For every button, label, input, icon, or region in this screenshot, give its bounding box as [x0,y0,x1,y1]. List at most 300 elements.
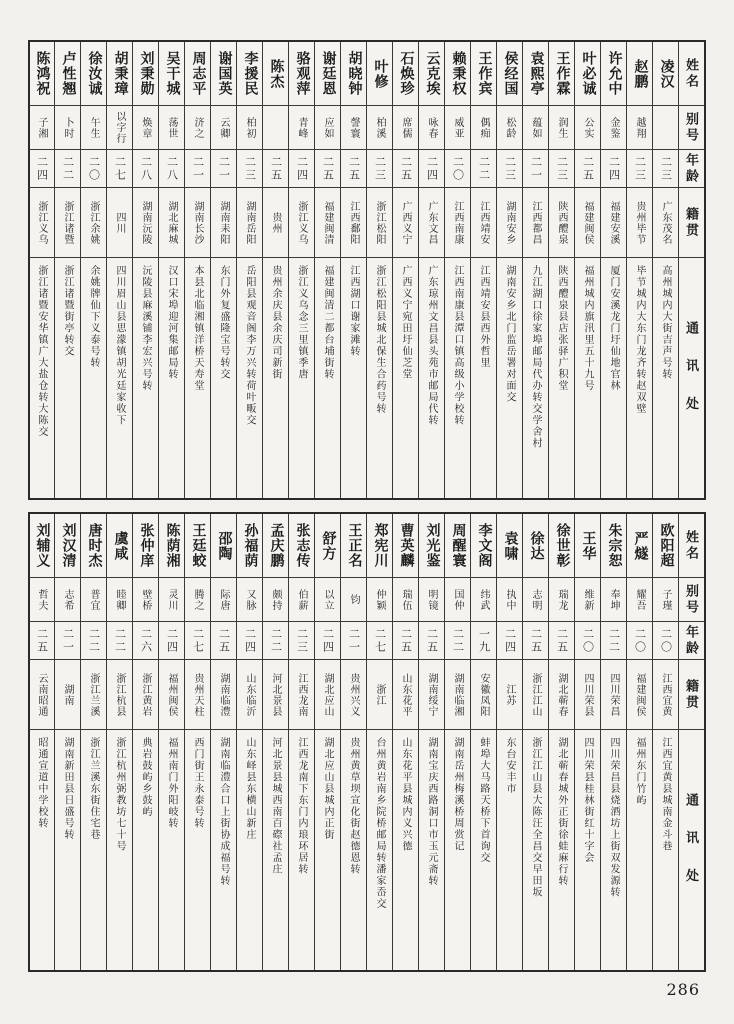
person-address: 湖北蕲春城外正街徐蛙麻行转 [556,737,567,887]
person-address: 四川荣县桂林街红十字会 [582,737,593,864]
person-alias: 越翔 [627,106,652,150]
person-age: 二六 [133,622,158,660]
person-column [80,42,106,498]
person-alias: 又脉 [237,578,262,622]
person-address: 广东琼州文昌县头苑市邮局代转 [426,265,437,426]
person-age: 二五 [549,622,574,660]
person-age: 二四 [159,622,184,660]
person-column [626,514,652,970]
person-name: 叶必诚 [575,42,600,106]
person-native: 广东茂名 [653,188,678,258]
person-address: 福州城内旗汛里五十九号 [582,265,593,392]
person-column [652,514,678,970]
person-column [340,42,366,498]
page-number: 286 [666,980,700,999]
person-alias: 哲夫 [29,578,54,622]
person-name: 袁熙亭 [523,42,548,106]
person-address: 典岩鼓屿乡鼓屿 [140,737,151,818]
person-native: 湖南绥宁 [419,660,444,730]
person-address: 浙江义乌念三里镇季唐 [296,265,307,380]
person-column [366,514,392,970]
person-name: 谢国英 [211,42,236,106]
person-age: 二三 [653,150,678,188]
person-name: 舒方 [315,514,340,578]
person-name: 袁啸 [497,514,522,578]
person-address: 江西靖安县西外哲里 [478,265,489,369]
person-name: 赖秉权 [445,42,470,106]
person-age: 二五 [211,622,236,660]
person-age: 二二 [107,622,132,660]
person-alias: 国仲 [445,578,470,622]
person-alias: 壁桥 [133,578,158,622]
person-column [314,514,340,970]
person-address: 湖南安乡北门监岳署对面交 [504,265,515,403]
person-address: 江西南康县潭口镇高级小学校转 [452,265,463,426]
person-native: 湖南耒阳 [211,188,236,258]
person-alias: 子瑾 [653,578,678,622]
person-native: 湖南临澧 [211,660,236,730]
person-native: 福建安溪 [601,188,626,258]
person-age: 二三 [627,150,652,188]
person-name: 徐汝诚 [81,42,106,106]
person-column [600,514,626,970]
person-age: 二一 [211,150,236,188]
person-native: 四川荣县 [575,660,600,730]
person-native: 江西南康 [445,188,470,258]
person-alias: 志希 [55,578,80,622]
person-age: 二七 [107,150,132,188]
person-column [210,514,236,970]
person-address: 浙江诸暨街亭转交 [62,265,73,357]
person-native: 四川荣昌 [601,660,626,730]
person-native: 广西义宁 [393,188,418,258]
person-address: 广西义宁宛田圩仙芝堂 [400,265,411,380]
person-column [262,42,288,498]
person-name: 邵陶 [211,514,236,578]
person-native: 贵州毕节 [627,188,652,258]
person-name: 唐时杰 [81,514,106,578]
person-alias: 瑞龙 [549,578,574,622]
person-alias: 午生 [81,106,106,150]
person-alias: 卜时 [55,106,80,150]
person-column [106,42,132,498]
person-native: 云南昭通 [29,660,54,730]
person-native: 湖南岳阳 [237,188,262,258]
person-column [262,514,288,970]
person-age: 二四 [601,150,626,188]
person-alias: 柏溪 [367,106,392,150]
header-name: 姓名 [679,514,704,578]
person-address: 湖南宝庆西路洞口市玉元斋转 [426,737,437,887]
person-name: 云克埃 [419,42,444,106]
person-native: 四川 [107,188,132,258]
person-address: 浙江松阳县城北保生合药号转 [374,265,385,415]
person-age: 二五 [419,622,444,660]
person-age: 二三 [237,150,262,188]
person-address: 余姚牌仙下义泰号转 [88,265,99,369]
person-column [184,42,210,498]
person-native: 湖北蕲春 [549,660,574,730]
person-native: 江西靖安 [471,188,496,258]
person-alias: 腾之 [185,578,210,622]
person-address: 河北景县城西南百磜社孟庄 [270,737,281,875]
person-age: 二七 [367,622,392,660]
person-name: 虞咸 [107,514,132,578]
person-name: 徐达 [523,514,548,578]
person-alias [263,106,288,150]
person-column [444,42,470,498]
directory-table-top [28,40,706,500]
person-native: 福建闽侯 [575,188,600,258]
person-column [470,42,496,498]
person-native: 福建闽侯 [627,660,652,730]
header-column [678,42,704,498]
person-name: 陈杰 [263,42,288,106]
person-alias: 睦卿 [107,578,132,622]
person-native: 贵州兴义 [341,660,366,730]
person-address: 湖南临澧合口上街协成福号转 [218,737,229,887]
person-native: 湖南长沙 [185,188,210,258]
person-alias: 济之 [185,106,210,150]
person-age: 二二 [601,622,626,660]
person-address: 湖南岳州梅溪桥周赏记 [452,737,463,852]
person-alias: 奉坤 [601,578,626,622]
person-native: 湖北麻城 [159,188,184,258]
person-column [132,514,158,970]
person-name: 严燧 [627,514,652,578]
person-name: 陈荫湘 [159,514,184,578]
person-alias: 荡世 [159,106,184,150]
person-age: 二二 [445,622,470,660]
directory-table-bottom [28,512,706,972]
person-age: 二四 [419,150,444,188]
person-column [54,42,80,498]
person-native: 浙江诸暨 [55,188,80,258]
person-column [626,42,652,498]
person-alias: 子湘 [29,106,54,150]
person-name: 卢性翘 [55,42,80,106]
person-address: 山东峄县东横山新庄 [244,737,255,841]
person-age: 二八 [133,150,158,188]
person-name: 周志平 [185,42,210,106]
person-alias: 瑞伍 [393,578,418,622]
person-column [392,514,418,970]
person-column [418,514,444,970]
person-column [496,514,522,970]
person-column [158,42,184,498]
person-address: 四川眉山县思濛镇胡光廷家收下 [114,265,125,426]
person-native: 江西宜黄 [653,660,678,730]
person-name: 骆观萍 [289,42,314,106]
person-alias: 云卿 [211,106,236,150]
person-column [548,514,574,970]
person-name: 叶修 [367,42,392,106]
person-address: 四川荣昌县烧酒坊上街双发源转 [608,737,619,898]
person-age: 二三 [289,622,314,660]
person-native: 安徽凤阳 [471,660,496,730]
person-address: 高州城内大街吉声号转 [660,265,671,380]
person-name: 谢廷恩 [315,42,340,106]
person-name: 孙福荫 [237,514,262,578]
person-address: 九江湖口徐家埠邮局代办转交学舍村 [530,265,541,449]
person-age: 二〇 [81,150,106,188]
person-native: 浙江江山 [523,660,548,730]
header-address: 通讯处 [684,793,699,907]
header-age: 年龄 [679,150,704,188]
person-age: 二五 [393,150,418,188]
person-alias: 偶痴 [471,106,496,150]
person-column [236,514,262,970]
person-name: 陈鸿祝 [29,42,54,106]
person-column [470,514,496,970]
person-column [418,42,444,498]
person-age: 二五 [263,150,288,188]
person-name: 王作宾 [471,42,496,106]
person-age: 二四 [315,622,340,660]
person-age: 二四 [289,150,314,188]
person-column [29,42,54,498]
person-age: 二〇 [653,622,678,660]
person-native: 湖南安乡 [497,188,522,258]
header-age: 年龄 [679,622,704,660]
person-alias: 耀吾 [627,578,652,622]
person-address: 江西龙南下东门内琅环居转 [296,737,307,875]
person-column [132,42,158,498]
person-native: 湖北应山 [315,660,340,730]
header-column [678,514,704,970]
person-native: 浙江余姚 [81,188,106,258]
person-name: 王正名 [341,514,366,578]
person-alias: 维新 [575,578,600,622]
person-column [548,42,574,498]
person-address: 厦门安溪龙门圩仙地官林 [608,265,619,392]
person-name: 石焕珍 [393,42,418,106]
person-native: 贵州天柱 [185,660,210,730]
person-column [54,514,80,970]
person-address: 陕西醴泉县店张驿广积堂 [556,265,567,392]
person-column [522,514,548,970]
person-address: 台州黄岩南乡院桥邮局转潘家岙交 [374,737,385,910]
person-native: 浙江黄岩 [133,660,158,730]
person-native: 浙江兰溪 [81,660,106,730]
person-native: 江西鄱阳 [341,188,366,258]
person-age: 二八 [159,150,184,188]
person-alias: 席儒 [393,106,418,150]
person-address: 福州东门竹屿 [634,737,645,806]
person-address: 蚌埠大马路天桥下首询交 [478,737,489,864]
person-address: 毕节城内大东门龙齐转赵双壁 [634,265,645,415]
person-alias: 咏春 [419,106,444,150]
person-name: 徐世彰 [549,514,574,578]
person-column [522,42,548,498]
person-alias: 青峰 [289,106,314,150]
person-age: 一九 [471,622,496,660]
person-alias: 公实 [575,106,600,150]
person-address: 东门外复盛隆宝号转交 [218,265,229,380]
person-alias: 应如 [315,106,340,150]
person-name: 刘秉勋 [133,42,158,106]
person-address: 江西湖口谢家滩转 [348,265,359,357]
person-address: 浙江兰溪东街住宅巷 [88,737,99,841]
person-alias: 謦寰 [341,106,366,150]
person-age: 二七 [185,622,210,660]
person-age: 二五 [29,622,54,660]
person-native: 湖南 [55,660,80,730]
person-alias [653,106,678,150]
person-age: 二一 [341,622,366,660]
person-name: 侯经国 [497,42,522,106]
person-native: 广东文昌 [419,188,444,258]
person-name: 欧阳超 [653,514,678,578]
person-name: 王廷蛟 [185,514,210,578]
person-column [392,42,418,498]
person-alias: 纬武 [471,578,496,622]
person-native: 湖南沅陵 [133,188,158,258]
person-native: 江西龙南 [289,660,314,730]
person-address: 浙江诸暨安华镇广大盐仓转大陈交 [36,265,47,438]
person-age: 二二 [55,150,80,188]
person-age: 二一 [55,622,80,660]
person-name: 胡晓钟 [341,42,366,106]
person-age: 二五 [393,622,418,660]
person-address: 浙江江山县大陈汪全昌交早田坂 [530,737,541,898]
person-alias: 际唐 [211,578,236,622]
person-column [366,42,392,498]
person-age: 二五 [575,150,600,188]
person-native: 浙江松阳 [367,188,392,258]
person-address: 本县北临湘镇洋桥天寿堂 [192,265,203,392]
person-address: 汉口宋埠迎河集邮局转 [166,265,177,380]
person-name: 赵鹏 [627,42,652,106]
person-age: 二四 [497,622,522,660]
person-column [158,514,184,970]
person-alias: 仲颖 [367,578,392,622]
person-address: 贵州黄草坝宣化街赵德恩转 [348,737,359,875]
person-column [184,514,210,970]
person-column [496,42,522,498]
person-address: 浙江杭州弼教坊七十号 [114,737,125,852]
person-address: 山东花平县城内义兴德 [400,737,411,852]
person-name: 周醒寰 [445,514,470,578]
person-native: 浙江 [367,660,392,730]
person-name: 刘汉清 [55,514,80,578]
person-native: 福州闽侯 [159,660,184,730]
person-address: 东台安丰市 [504,737,515,795]
header-native: 籍贯 [679,188,704,258]
person-age: 二二 [471,150,496,188]
person-name: 胡秉璋 [107,42,132,106]
person-name: 孟庆鹏 [263,514,288,578]
person-age: 二五 [341,150,366,188]
header-alias: 别号 [679,106,704,150]
person-name: 王华 [575,514,600,578]
person-age: 二二 [81,622,106,660]
person-alias: 以立 [315,578,340,622]
person-age: 二〇 [575,622,600,660]
header-address: 通讯处 [684,321,699,435]
person-address: 湖南新田县日盛号转 [62,737,73,841]
person-column [288,514,314,970]
person-alias: 润生 [549,106,574,150]
person-age: 二一 [185,150,210,188]
person-native: 湖南临湘 [445,660,470,730]
person-alias: 柏初 [237,106,262,150]
person-column [29,514,54,970]
person-native: 山东花平 [393,660,418,730]
person-alias: 明镜 [419,578,444,622]
person-column [106,514,132,970]
person-age: 二三 [497,150,522,188]
person-column [236,42,262,498]
person-name: 许允中 [601,42,626,106]
person-alias: 钧 [341,578,366,622]
person-native: 江西都昌 [523,188,548,258]
person-age: 二五 [315,150,340,188]
person-alias: 以字行 [107,106,132,150]
person-alias: 松龄 [497,106,522,150]
person-address: 湖北应山县城内正街 [322,737,333,841]
person-column [444,514,470,970]
person-column [210,42,236,498]
person-native: 江苏 [497,660,522,730]
person-name: 吴干城 [159,42,184,106]
person-native: 贵州 [263,188,288,258]
person-address: 西门街王永泰号转 [192,737,203,829]
person-native: 陕西醴泉 [549,188,574,258]
person-age: 二一 [523,150,548,188]
person-name: 郑宪川 [367,514,392,578]
header-alias: 别号 [679,578,704,622]
person-address: 昭通宣道中学校转 [36,737,47,829]
person-column [600,42,626,498]
person-native: 河北景县 [263,660,288,730]
person-column [574,42,600,498]
person-name: 曹英麟 [393,514,418,578]
person-alias: 执中 [497,578,522,622]
person-age: 二四 [237,622,262,660]
person-age: 二三 [367,150,392,188]
person-column [574,514,600,970]
person-name: 李援民 [237,42,262,106]
header-name: 姓名 [679,42,704,106]
person-address: 江西宜黄县城南金斗巷 [660,737,671,852]
person-name: 张仲庠 [133,514,158,578]
person-alias: 颇持 [263,578,288,622]
person-column [288,42,314,498]
person-age: 二三 [549,150,574,188]
person-name: 凌汉 [653,42,678,106]
person-age: 二〇 [445,150,470,188]
person-alias: 伯薪 [289,578,314,622]
person-age: 二二 [263,622,288,660]
person-name: 李文阁 [471,514,496,578]
person-alias: 金鉴 [601,106,626,150]
person-alias: 灵川 [159,578,184,622]
person-name: 王作霖 [549,42,574,106]
person-age: 二〇 [627,622,652,660]
person-age: 二四 [29,150,54,188]
person-name: 张志传 [289,514,314,578]
person-address: 岳阳县观音阁李万兴转荷叶畈交 [244,265,255,426]
person-age: 二五 [523,622,548,660]
person-native: 浙江义乌 [289,188,314,258]
person-column [80,514,106,970]
person-alias: 蕴如 [523,106,548,150]
person-address: 福州南门外阳岐转 [166,737,177,829]
person-name: 朱宗恕 [601,514,626,578]
header-native: 籍贯 [679,660,704,730]
person-address: 沅陵县麻溪铺李宏兴号转 [140,265,151,392]
